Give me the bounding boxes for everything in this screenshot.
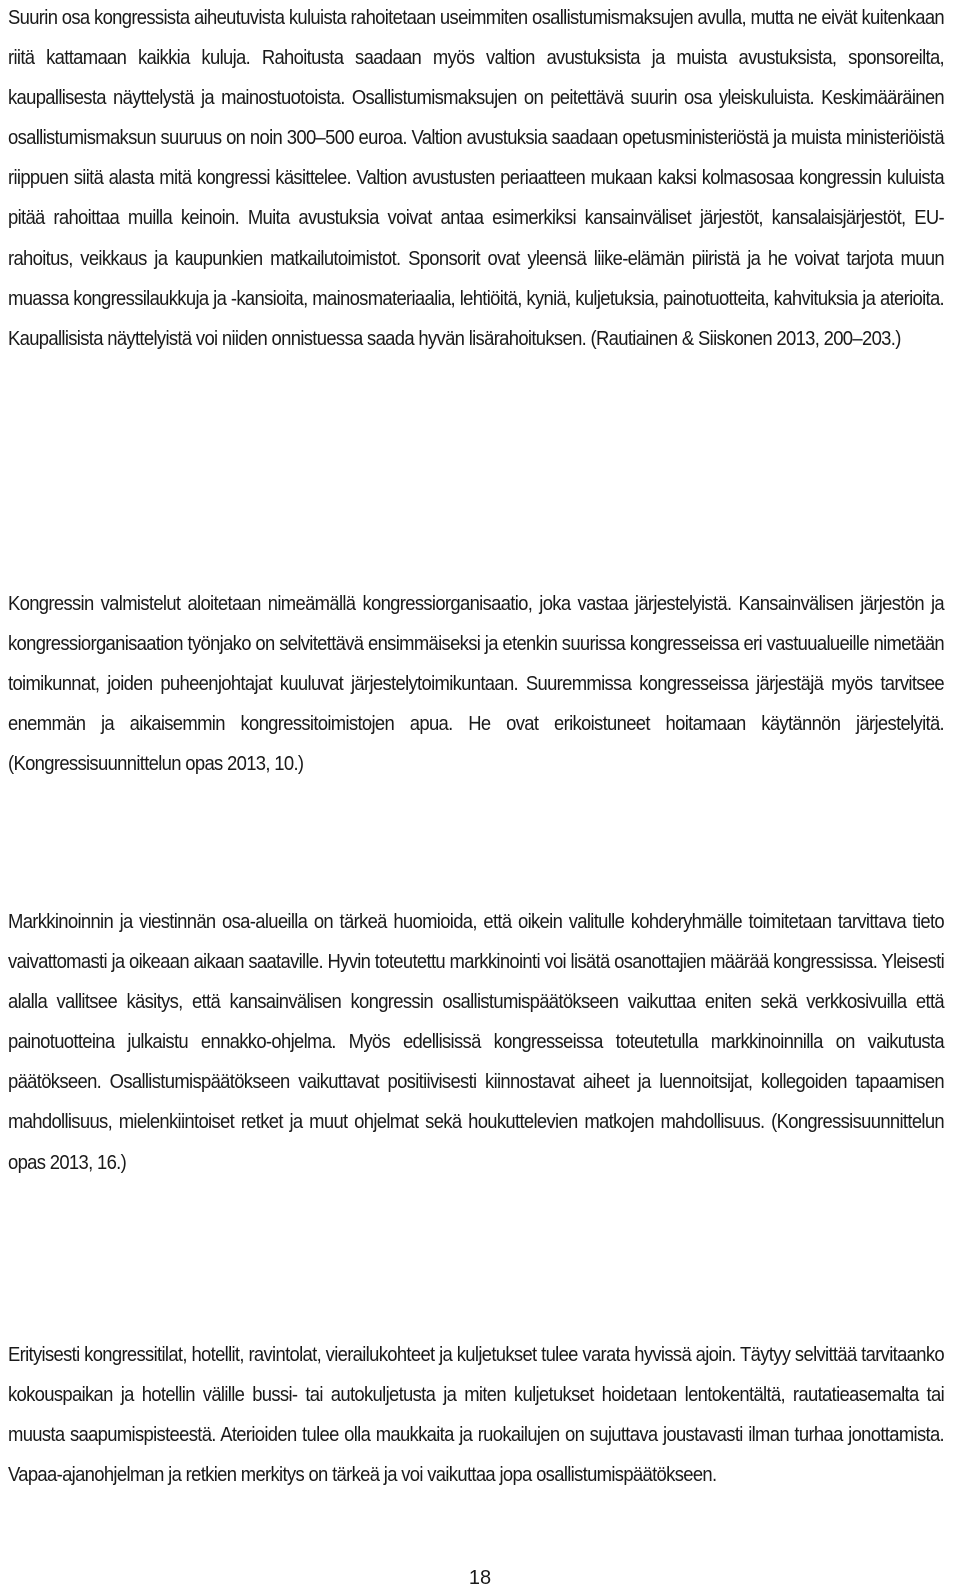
paragraph-marketing: Markkinoinnin ja viestinnän osa-alueilla on tärkeä huomioida, että oikein valitulle kohderyhmälle toimitetaan tarvittava tieto vaivattomasti ja oikeaan aikaan saataville. Hyvin toteutettu markkinointi voi lisätä osanottajien määrää kongressissa. Yleisesti alalla vallitsee käsitys, että kansainvälisen kongressin osallistumispäätökseen vaikuttaa eniten sekä verkkosivuilla että painotuotteina julkaistu ennakko-ohjelma. Myös edellisissä kongresseissa toteutetulla markkinoinnilla on vaikutusta päätökseen. Osallistumispäätökseen vaikuttavat positiivisesti kiinnostavat aiheet ja luennoitsijat, kollegoiden tapaamisen mahdollisuus, mielenkiintoiset retket ja muut ohjelmat sekä houkuttelevien matkojen mahdollisuus. (Kongressisuunnittelun opas 2013, 16.): [8, 910, 944, 1174]
page-number: 18: [468, 1567, 492, 1589]
paragraph-financing: Suurin osa kongressista aiheutuvista kuluista rahoitetaan useimmiten osallistumismaksujen avulla, mutta ne eivät kuitenkaan riitä kattamaan kaikkia kuluja. Rahoitusta saadaan myös valtion avustuksista ja muista avustuksista, sponsoreilta, kaupallisesta näyttelystä ja mainostuotoista. Osallistumismaksujen on peitettävä suurin osa yleiskuluista. Keskimääräinen osallistumismaksun suuruus on noin 300–500 euroa. Valtion avustuksia saadaan opetusministeriöstä ja muista ministeriöistä riippuen siitä alasta mitä kongressi käsittelee. Valtion avustusten periaatteen mukaan kaksi kolmasosaa kongressin kuluista pitää rahoittaa muilla keinoin. Muita avustuksia voivat antaa esimerkiksi kansainväliset järjestöt, kansalaisjärjestöt, EU-rahoitus, veikkaus ja kaupunkien matkailutoimistot. Sponsorit ovat yleensä liike-elämän piiristä ja he voivat tarjota muun muassa kongressilaukkuja ja -kansioita, mainosmateriaalia, lehtiöitä, kyniä, kuljetuksia, painotuotteita, kahvituksia ja aterioita. Kaupallisista näyttelyistä voi niiden onnistuessa saada hyvän lisärahoituksen. (Rautiainen & Siiskonen 2013, 200–203.): [8, 6, 944, 350]
paragraph-reservations: Erityisesti kongressitilat, hotellit, ravintolat, vierailukohteet ja kuljetukset tulee varata hyvissä ajoin. Täytyy selvittää tarvitaanko kokouspaikan ja hotellin välille bussi- tai autokuljetusta ja miten kuljetukset hoidetaan lentokentältä, rautatieasemalta tai muusta saapumispisteestä. Aterioiden tulee olla maukkaita ja ruokailujen on sujuttava joustavasti ilman turhaa jonottamista. Vapaa-ajanohjelman ja retkien merkitys on tärkeä ja voi vaikuttaa jopa osallistumispäätökseen.: [8, 1343, 944, 1487]
paragraph-preparations: Kongressin valmistelut aloitetaan nimeämällä kongressiorganisaatio, joka vastaa järjestelyistä. Kansainvälisen järjestön ja kongressiorganisaation työnjako on selvitettävä ensimmäiseksi ja etenkin suurissa kongresseissa eri vastuualueille nimetään toimikunnat, joiden puheenjohtajat kuuluvat järjestelytoimikuntaan. Suuremmissa kongresseissa järjestäjä myös tarvitsee enemmän ja aikaisemmin kongressitoimistojen apua. He ovat erikoistuneet hoitamaan käytännön järjestelyitä. (Kongressisuunnittelun opas 2013, 10.): [8, 592, 944, 776]
